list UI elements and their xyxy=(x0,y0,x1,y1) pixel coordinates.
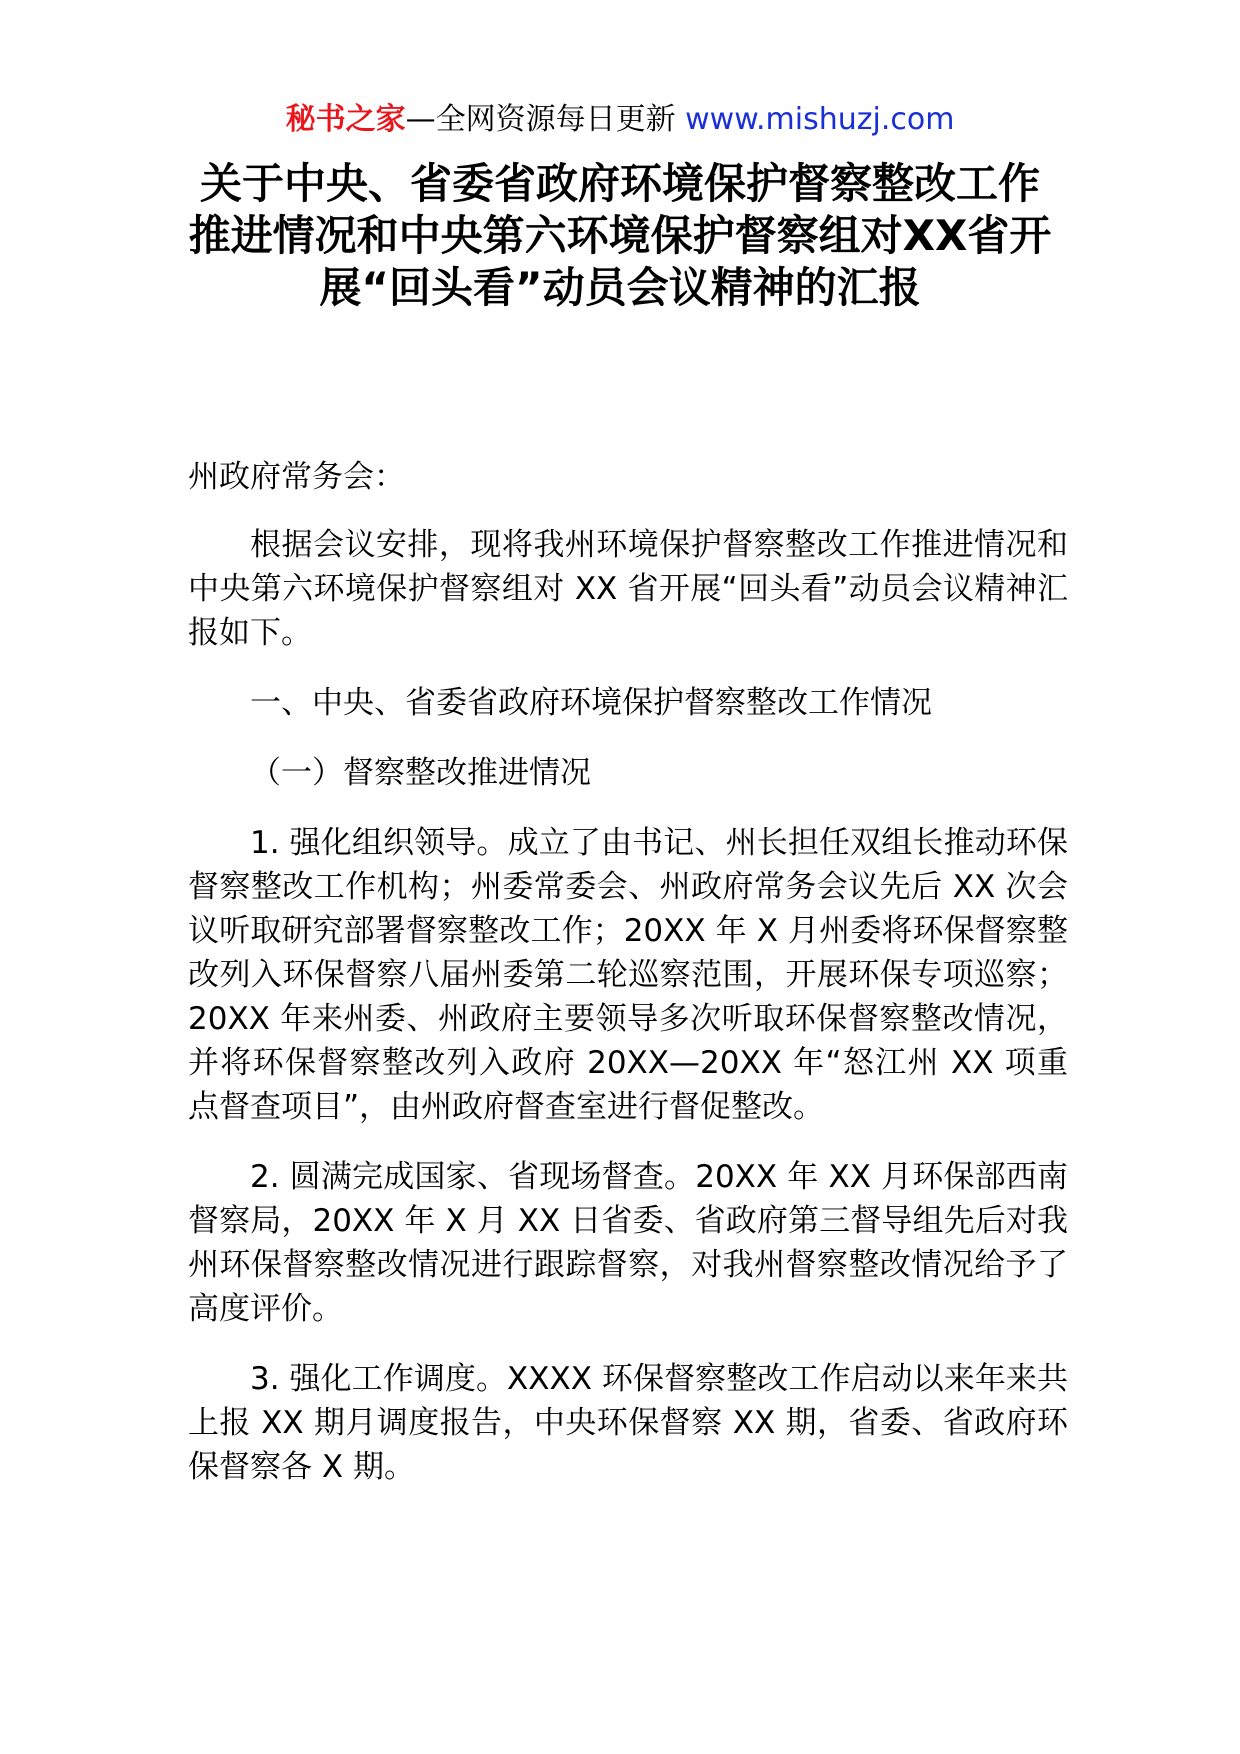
intro-paragraph: 根据会议安排，现将我州环境保护督察整改工作推进情况和中央第六环境保护督察组对 XX 省开展“回头看”动员会议精神汇报如下。 xyxy=(188,527,1068,651)
site-brand: 秘书之家 xyxy=(285,102,406,137)
salutation: 州政府常务会： xyxy=(188,459,405,495)
list-item-2: 2. 圆满完成国家、省现场督查。20XX 年 XX 月环保部西南督察局，20XX 年 X 月 XX 日省委、省政府第三督导组先后对我州环保督察整改情况进行跟踪督察，对我州督察整改情况给予了高度评价。 xyxy=(188,1159,1068,1327)
list-item-3: 3. 强化工作调度。XXXX 环保督察整改工作启动以来年来共上报 XX 期月调度报告，中央环保督察 XX 期，省委、省政府环保督察各 X 期。 xyxy=(188,1361,1068,1485)
list-item-1: 1. 强化组织领导。成立了由书记、州长担任双组长推动环保督察整改工作机构；州委常委会、州政府常务会议先后 XX 次会议听取研究部署督察整改工作；20XX 年 X 月州委将环保督察整改列入环保督察八届州委第二轮巡察范围，开展环保专项巡察；20XX 年来州委、州政府主要领导多次听取环保督察整改情况，并将环保督察整改列入政府 20XX—20XX 年“怒江州 XX 项重点督查项目”，由州政府督查室进行督促整改。 xyxy=(188,825,1068,1125)
document-title: 关于中央、省委省政府环境保护督察整改工作推进情况和中央第六环境保护督察组对XX省开展“回头看”动员会议精神的汇报 xyxy=(188,159,1052,312)
subsection-heading: （一）督察整改推进情况 xyxy=(250,755,591,791)
site-url-link[interactable]: www.mishuzj.com xyxy=(685,102,955,137)
section-heading: 一、中央、省委省政府环境保护督察整改工作情况 xyxy=(250,685,932,721)
site-slogan: —全网资源每日更新 xyxy=(405,102,686,137)
site-header xyxy=(0,100,1240,140)
document-body xyxy=(188,455,1068,1515)
